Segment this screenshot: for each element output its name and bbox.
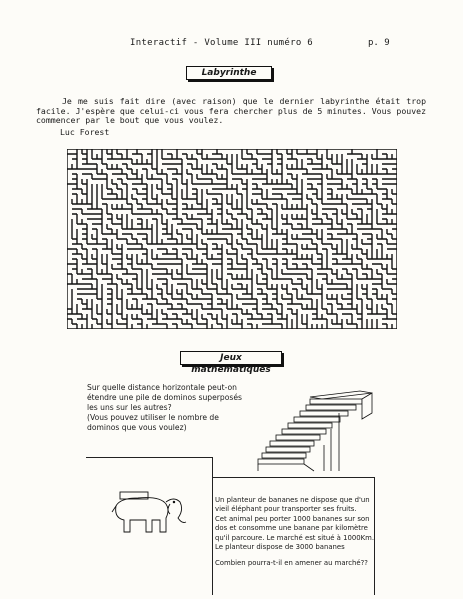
page-number: p. 9 (368, 38, 390, 48)
question-ask: Combien pourra-t-il en amener au marché?? (215, 559, 368, 568)
question-line: dos et consomme une banane par kilomètre (215, 524, 368, 533)
question-line: les uns sur les autres? (87, 403, 172, 412)
question-line: vieil éléphant pour transporter ses fruits. (215, 505, 357, 514)
author-name: Luc Forest (60, 127, 110, 137)
domino-stack-illustration (252, 385, 377, 475)
jeux-heading: Jeux mathématiques (180, 351, 282, 365)
elephant-question (215, 496, 425, 569)
labyrinthe-heading: Labyrinthe (186, 66, 272, 80)
question-line: qu'il parcoure. Le marché est situé à 1000Km. (215, 533, 375, 542)
question-line: dominos que vous voulez) (87, 423, 187, 432)
question-line: (Vous pouvez utiliser le nombre de (87, 413, 219, 422)
question-line: Sur quelle distance horizontale peut-on (87, 383, 237, 392)
separator-line (212, 477, 374, 478)
question-line: étendre une pile de dominos superposés (87, 393, 242, 402)
header-title: Interactif - Volume III numéro 6 (130, 38, 313, 48)
elephant-illustration (108, 488, 190, 548)
separator-line (86, 457, 212, 458)
question-line: Un planteur de bananes ne dispose que d'un (215, 496, 370, 504)
maze-walls (67, 149, 397, 329)
labyrinthe-intro: Je me suis fait dire (avec raison) que le dernier labyrinthe était trop facile. J'espère que celui-ci vous fera chercher plus de 5 minutes. Vous pouvez commencer par le bout que vous voulez. (36, 96, 426, 125)
maze-illustration (67, 149, 397, 329)
question-line: Cet animal peu porter 1000 bananes sur son (215, 514, 370, 523)
question-line: Le planteur dispose de 3000 bananes (215, 543, 345, 552)
